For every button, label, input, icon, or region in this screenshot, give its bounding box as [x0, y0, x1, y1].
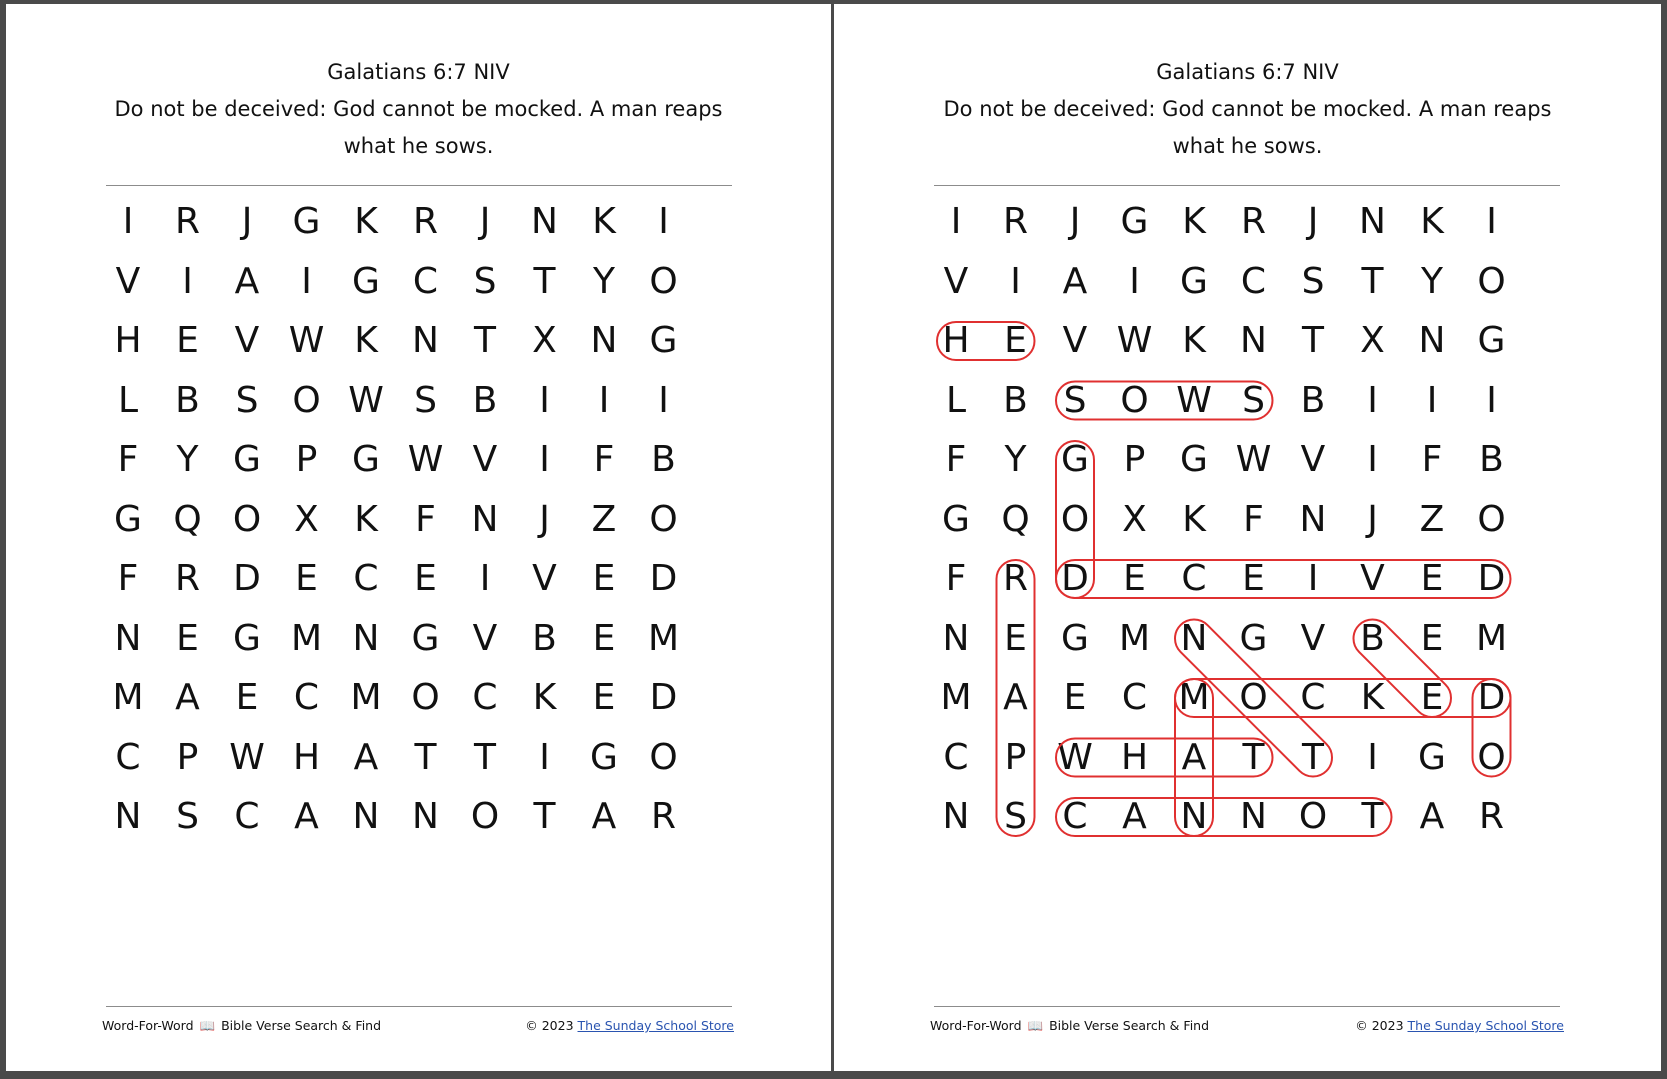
grid-letter: C: [412, 260, 439, 302]
grid-letter: G: [233, 617, 261, 659]
grid-letter: S: [414, 379, 437, 421]
grid-letter: M: [1118, 617, 1151, 659]
grid-letter: R: [412, 201, 438, 242]
grid-letter: V: [943, 260, 969, 302]
grid-letter: I: [539, 379, 550, 421]
grid-letter: G: [1180, 260, 1208, 302]
grid-letter: M: [940, 677, 972, 718]
grid-letter: A: [1062, 260, 1088, 302]
grid-letter: C: [1121, 677, 1148, 718]
grid-letter: X: [1122, 498, 1147, 540]
grid-letter: C: [1240, 260, 1267, 302]
grid-letter: W: [288, 320, 325, 361]
grid-letter: I: [1367, 439, 1378, 480]
grid-letter: H: [1120, 736, 1149, 778]
grid-letter: R: [650, 796, 676, 837]
grid-letter: B: [1003, 379, 1028, 421]
grid-letter: G: [1239, 617, 1268, 659]
grid-letter: G: [114, 498, 142, 540]
grid-letter: I: [1367, 379, 1378, 421]
grid-letter: R: [1002, 558, 1028, 599]
grid-letter: G: [942, 498, 970, 540]
grid-letter: K: [1182, 201, 1206, 242]
grid-letter: E: [1004, 617, 1027, 659]
footer-series-prefix: Word-For-Word: [930, 1018, 1022, 1033]
footer-divider: [106, 1006, 732, 1007]
grid-letter: V: [1360, 558, 1385, 599]
answer-circle-mocked: [1175, 679, 1511, 717]
grid-letter: F: [945, 558, 967, 599]
worksheet-page: [6, 4, 831, 1071]
grid-letter: J: [539, 498, 550, 540]
grid-letter: I: [1486, 201, 1497, 242]
grid-letter: E: [295, 558, 318, 599]
grid-letter: O: [1477, 736, 1506, 778]
grid-letter: I: [1129, 260, 1140, 302]
grid-letter: D: [649, 677, 678, 718]
grid-letter: E: [1123, 558, 1146, 599]
grid-letter: V: [472, 617, 498, 659]
grid-letter: W: [1116, 320, 1153, 361]
grid-letter: C: [293, 677, 320, 718]
grid-letter: F: [593, 439, 615, 480]
grid-letter: R: [174, 558, 200, 599]
grid-letter: V: [115, 260, 141, 302]
grid-letter: I: [658, 201, 669, 242]
grid-letter: I: [122, 201, 134, 242]
grid-letter: O: [292, 379, 321, 421]
grid-letter: E: [1242, 558, 1265, 599]
grid-letter: N: [1180, 796, 1208, 837]
grid-letter: G: [590, 736, 618, 778]
grid-letter: P: [1123, 439, 1146, 480]
grid-letter: W: [1057, 736, 1093, 778]
grid-letter: S: [176, 796, 199, 837]
grid-letter: K: [592, 201, 616, 242]
grid-letter: O: [1477, 260, 1506, 302]
grid-letter: C: [1300, 677, 1326, 718]
grid-letter: I: [1307, 558, 1319, 599]
grid-letter: T: [414, 736, 437, 778]
grid-letter: M: [290, 617, 323, 659]
grid-letter: K: [1182, 498, 1206, 540]
grid-letter: J: [241, 201, 253, 242]
copyright-text: © 2023: [1355, 1018, 1404, 1033]
grid-letter: I: [1367, 736, 1378, 778]
grid-letter: T: [1302, 320, 1324, 361]
grid-letter: X: [532, 320, 557, 361]
footer-divider: [934, 1006, 1560, 1007]
grid-letter: E: [1420, 677, 1444, 718]
grid-letter: E: [1420, 558, 1444, 599]
grid-letter: O: [649, 498, 678, 540]
grid-letter: A: [353, 736, 379, 778]
grid-letter: F: [1243, 498, 1264, 540]
grid-letter: W: [1235, 439, 1272, 480]
grid-letter: T: [1361, 260, 1384, 302]
grid-letter: V: [472, 439, 498, 480]
grid-letter: N: [590, 320, 618, 361]
grid-letter: P: [295, 439, 318, 480]
verse-text: Do not be deceived: God cannot be mocked. A man reaps what he sows.: [114, 97, 723, 158]
grid-letter: O: [1298, 796, 1328, 837]
grid-letter: G: [292, 201, 321, 242]
grid-letter: P: [1004, 736, 1027, 778]
grid-letter: H: [942, 320, 970, 361]
grid-letter: T: [1361, 796, 1384, 837]
grid-letter: E: [1004, 320, 1027, 361]
grid-letter: I: [539, 736, 550, 778]
grid-letter: I: [1010, 260, 1021, 302]
grid-letter: H: [114, 320, 142, 361]
grid-letter: S: [473, 260, 497, 302]
grid-letter: A: [591, 796, 617, 837]
grid-letter: F: [945, 439, 967, 480]
grid-letter: E: [176, 320, 199, 361]
word-search-grid: [834, 4, 1661, 1071]
grid-letter: D: [1477, 677, 1506, 718]
grid-letter: B: [1360, 617, 1385, 659]
grid-letter: N: [531, 201, 558, 242]
grid-letter: F: [117, 439, 139, 480]
grid-letter: M: [1475, 617, 1508, 659]
grid-letter: L: [945, 379, 967, 421]
grid-letter: D: [233, 558, 261, 599]
grid-letter: N: [1240, 320, 1267, 361]
grid-letter: O: [1060, 498, 1090, 540]
grid-letter: N: [1180, 617, 1208, 659]
grid-letter: T: [1242, 736, 1265, 778]
grid-letter: O: [411, 677, 440, 718]
answer-key-page: [834, 4, 1661, 1071]
grid-letter: E: [235, 677, 259, 718]
grid-letter: J: [1367, 498, 1378, 540]
book-icon: 📖: [199, 1018, 216, 1033]
grid-letter: R: [174, 201, 200, 242]
grid-letter: N: [942, 617, 970, 659]
grid-letter: I: [598, 379, 610, 421]
grid-letter: C: [353, 558, 379, 599]
word-search-grid: [6, 4, 831, 1071]
grid-letter: O: [1477, 498, 1506, 540]
grid-letter: A: [234, 260, 260, 302]
grid-letter: W: [407, 439, 444, 480]
store-link[interactable]: The Sunday School Store: [577, 1018, 734, 1033]
grid-letter: A: [1122, 796, 1147, 837]
grid-letter: B: [651, 439, 676, 480]
grid-letter: D: [649, 558, 678, 599]
grid-letter: R: [1240, 201, 1266, 242]
grid-letter: T: [474, 736, 496, 778]
grid-letter: N: [114, 796, 142, 837]
grid-letter: B: [532, 617, 557, 659]
grid-letter: W: [1176, 379, 1212, 421]
grid-letter: Z: [591, 498, 617, 540]
grid-letter: A: [1003, 677, 1028, 718]
grid-letter: K: [1420, 201, 1444, 242]
grid-letter: I: [301, 260, 312, 302]
grid-letter: F: [117, 558, 139, 599]
grid-letter: G: [352, 260, 380, 302]
grid-letter: J: [1069, 201, 1081, 242]
grid-letter: N: [352, 796, 380, 837]
grid-letter: Q: [173, 498, 202, 540]
grid-letter: O: [1239, 677, 1268, 718]
grid-letter: C: [1062, 796, 1088, 837]
grid-letter: B: [1300, 379, 1326, 421]
grid-letter: J: [479, 201, 491, 242]
grid-letter: S: [1004, 796, 1027, 837]
grid-letter: M: [647, 617, 680, 659]
grid-letter: N: [352, 617, 380, 659]
footer-series-suffix: Bible Verse Search & Find: [221, 1018, 382, 1033]
grid-letter: A: [1419, 796, 1445, 837]
grid-letter: T: [474, 320, 496, 361]
grid-letter: I: [1486, 379, 1497, 421]
grid-letter: E: [592, 558, 616, 599]
grid-letter: A: [175, 677, 200, 718]
grid-letter: S: [235, 379, 259, 421]
grid-letter: N: [1359, 201, 1386, 242]
grid-letter: C: [115, 736, 141, 778]
grid-letter: Y: [176, 439, 199, 480]
grid-letter: N: [1418, 320, 1446, 361]
grid-letter: V: [1300, 617, 1326, 659]
answer-circle-cannot: [1056, 798, 1392, 836]
grid-letter: I: [182, 260, 193, 302]
grid-letter: E: [592, 677, 616, 718]
grid-letter: K: [1182, 320, 1206, 361]
grid-letter: R: [1478, 796, 1504, 837]
grid-letter: E: [1063, 677, 1087, 718]
grid-letter: X: [1360, 320, 1385, 361]
grid-letter: J: [1307, 201, 1319, 242]
page-title: Galatians 6:7 NIV: [1156, 60, 1339, 84]
grid-letter: I: [658, 379, 669, 421]
grid-letter: Y: [593, 260, 615, 302]
grid-letter: C: [1181, 558, 1207, 599]
grid-letter: W: [348, 379, 384, 421]
grid-letter: A: [1181, 736, 1207, 778]
grid-letter: N: [471, 498, 499, 540]
grid-letter: B: [175, 379, 200, 421]
grid-letter: N: [1240, 796, 1267, 837]
grid-letter: C: [943, 736, 969, 778]
grid-letter: N: [412, 796, 439, 837]
grid-letter: G: [233, 439, 261, 480]
grid-letter: I: [479, 558, 491, 599]
grid-letter: D: [1477, 558, 1506, 599]
grid-letter: Y: [1004, 439, 1027, 480]
grid-letter: I: [539, 439, 550, 480]
grid-letter: G: [352, 439, 380, 480]
grid-letter: O: [649, 736, 678, 778]
grid-letter: E: [1420, 617, 1444, 659]
grid-letter: O: [1120, 379, 1149, 421]
grid-letter: V: [1062, 320, 1088, 361]
grid-letter: G: [1061, 617, 1089, 659]
grid-letter: T: [533, 260, 556, 302]
grid-letter: O: [470, 796, 500, 837]
grid-letter: C: [472, 677, 498, 718]
grid-letter: L: [117, 379, 139, 421]
grid-letter: P: [176, 736, 199, 778]
verse-text: Do not be deceived: God cannot be mocked. A man reaps what he sows.: [943, 97, 1552, 158]
grid-letter: Q: [1001, 498, 1030, 540]
grid-letter: I: [950, 201, 962, 242]
grid-letter: G: [649, 320, 678, 361]
grid-letter: M: [350, 677, 382, 718]
footer-series: [930, 1018, 1209, 1034]
grid-letter: S: [1063, 379, 1087, 421]
grid-letter: R: [1002, 201, 1028, 242]
footer-series-suffix: Bible Verse Search & Find: [1049, 1018, 1210, 1033]
grid-letter: B: [1479, 439, 1504, 480]
footer-series-prefix: Word-For-Word: [102, 1018, 194, 1033]
grid-letter: E: [592, 617, 616, 659]
grid-letter: N: [412, 320, 439, 361]
grid-letter: O: [232, 498, 262, 540]
grid-letter: E: [176, 617, 199, 659]
grid-letter: B: [472, 379, 498, 421]
grid-letter: Y: [1421, 260, 1443, 302]
grid-letter: N: [1299, 498, 1327, 540]
grid-letter: G: [1061, 439, 1089, 480]
grid-letter: M: [112, 677, 144, 718]
grid-letter: K: [354, 320, 378, 361]
grid-letter: V: [532, 558, 557, 599]
grid-letter: F: [415, 498, 436, 540]
grid-letter: S: [1301, 260, 1325, 302]
grid-letter: C: [234, 796, 260, 837]
grid-letter: G: [1477, 320, 1506, 361]
footer-copyright: [1355, 1018, 1564, 1033]
grid-letter: W: [229, 736, 265, 778]
grid-letter: F: [1421, 439, 1443, 480]
grid-letter: M: [1178, 677, 1210, 718]
grid-letter: N: [942, 796, 970, 837]
grid-letter: K: [532, 677, 557, 718]
grid-letter: N: [114, 617, 142, 659]
grid-letter: T: [1302, 736, 1324, 778]
footer-copyright: [525, 1018, 734, 1033]
grid-letter: K: [1360, 677, 1385, 718]
page-title: Galatians 6:7 NIV: [327, 60, 510, 84]
grid-letter: V: [1300, 439, 1326, 480]
grid-letter: K: [354, 201, 378, 242]
grid-letter: X: [294, 498, 319, 540]
grid-letter: H: [292, 736, 321, 778]
grid-letter: Z: [1419, 498, 1445, 540]
store-link[interactable]: The Sunday School Store: [1407, 1018, 1564, 1033]
grid-letter: K: [354, 498, 378, 540]
grid-letter: A: [294, 796, 319, 837]
grid-letter: I: [1426, 379, 1438, 421]
copyright-text: © 2023: [525, 1018, 574, 1033]
footer-series: [102, 1018, 381, 1034]
grid-letter: T: [533, 796, 556, 837]
grid-letter: S: [1242, 379, 1265, 421]
book-icon: 📖: [1027, 1018, 1044, 1033]
grid-letter: G: [1180, 439, 1208, 480]
grid-letter: G: [1418, 736, 1446, 778]
grid-letter: V: [234, 320, 260, 361]
grid-letter: G: [411, 617, 440, 659]
grid-letter: G: [1120, 201, 1149, 242]
grid-letter: O: [649, 260, 678, 302]
grid-letter: E: [414, 558, 437, 599]
grid-letter: D: [1061, 558, 1089, 599]
